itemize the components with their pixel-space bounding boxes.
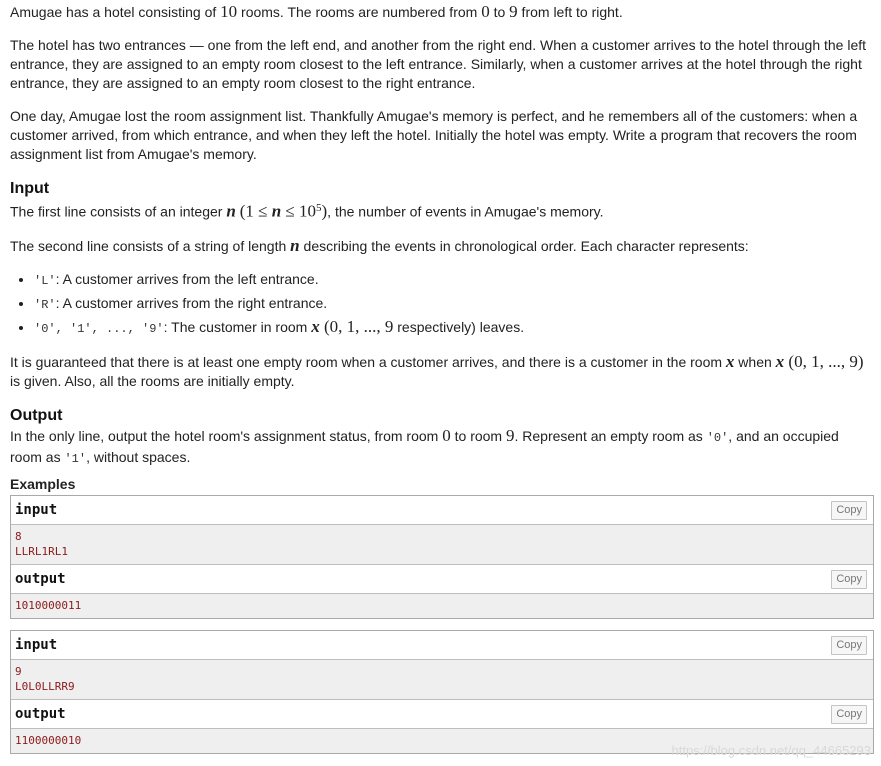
example-output-header <box>11 565 873 594</box>
output-heading: Output <box>10 406 63 424</box>
example-input: 8 LLRL1RL1 <box>11 525 873 565</box>
example-input: 9 L0L0LLRR9 <box>11 660 873 700</box>
input-heading: Input <box>10 180 50 197</box>
list-item: • 'R': A customer arrives from the right entrance. <box>34 292 870 316</box>
copy-button[interactable]: Copy <box>831 501 867 520</box>
example-2 <box>10 630 874 754</box>
example-output-header <box>11 700 873 729</box>
watermark: https://blog.csdn.net/qq_44665293 <box>671 743 871 758</box>
input-label: input <box>15 637 58 653</box>
problem-statement <box>10 2 870 469</box>
copy-button[interactable]: Copy <box>831 570 867 589</box>
statement-paragraph-2: The hotel has two entrances — one from the left end, and another from the right end. When a customer arrives to the hotel through the left entrance, they are assigned to an empty room closest to the left entrance. Similarly, when a customer arrives at the hotel through the right entrance, they are assigned to an empty room closest to the right entrance. <box>10 37 867 91</box>
event-list <box>10 268 870 340</box>
statement-paragraph-1: Amugae has a hotel consisting of 10 rooms. The rooms are numbered from 0 to 9 from left to right. <box>10 2 623 21</box>
input-label: input <box>15 502 58 518</box>
output-label: output <box>15 706 66 722</box>
copy-button[interactable]: Copy <box>831 636 867 655</box>
example-output: 1100000010 <box>11 729 873 753</box>
output-label: output <box>15 571 66 587</box>
example-input-header <box>11 496 873 525</box>
example-1 <box>10 495 874 619</box>
copy-button[interactable]: Copy <box>831 705 867 724</box>
guarantee-paragraph: It is guaranteed that there is at least one empty room when a customer arrives, and there is a customer in the room x when x (0, 1, ..., 9) is given. Also, all the rooms are initially empty. <box>10 351 864 389</box>
list-item: • '0', '1', ..., '9': The customer in room x (0, 1, ..., 9 respectively) leaves. <box>34 316 870 340</box>
list-item: • 'L': A customer arrives from the left entrance. <box>34 268 870 292</box>
output-description: In the only line, output the hotel room's assignment status, from room 0 to room 9. Represent an empty room as '0', and an occupied room as '1', without spaces. <box>10 425 839 466</box>
input-line-2: The second line consists of a string of length n describing the events in chronological order. Each character represents: <box>10 235 749 255</box>
example-input-header <box>11 631 873 660</box>
examples-title: Examples <box>10 476 76 492</box>
input-line-1: The first line consists of an integer n $(1 \le n \le 10^5)$, the number of events in Amugae's memory. <box>10 201 604 221</box>
statement-paragraph-3: One day, Amugae lost the room assignment list. Thankfully Amugae's memory is perfect, and he remembers all of the customers: when a customer arrived, from which entrance, and when they left the hotel. Initially the hotel was empty. Write a program that recovers the room assignment list from Amugae's memory. <box>10 108 858 162</box>
example-output: 1010000011 <box>11 594 873 618</box>
